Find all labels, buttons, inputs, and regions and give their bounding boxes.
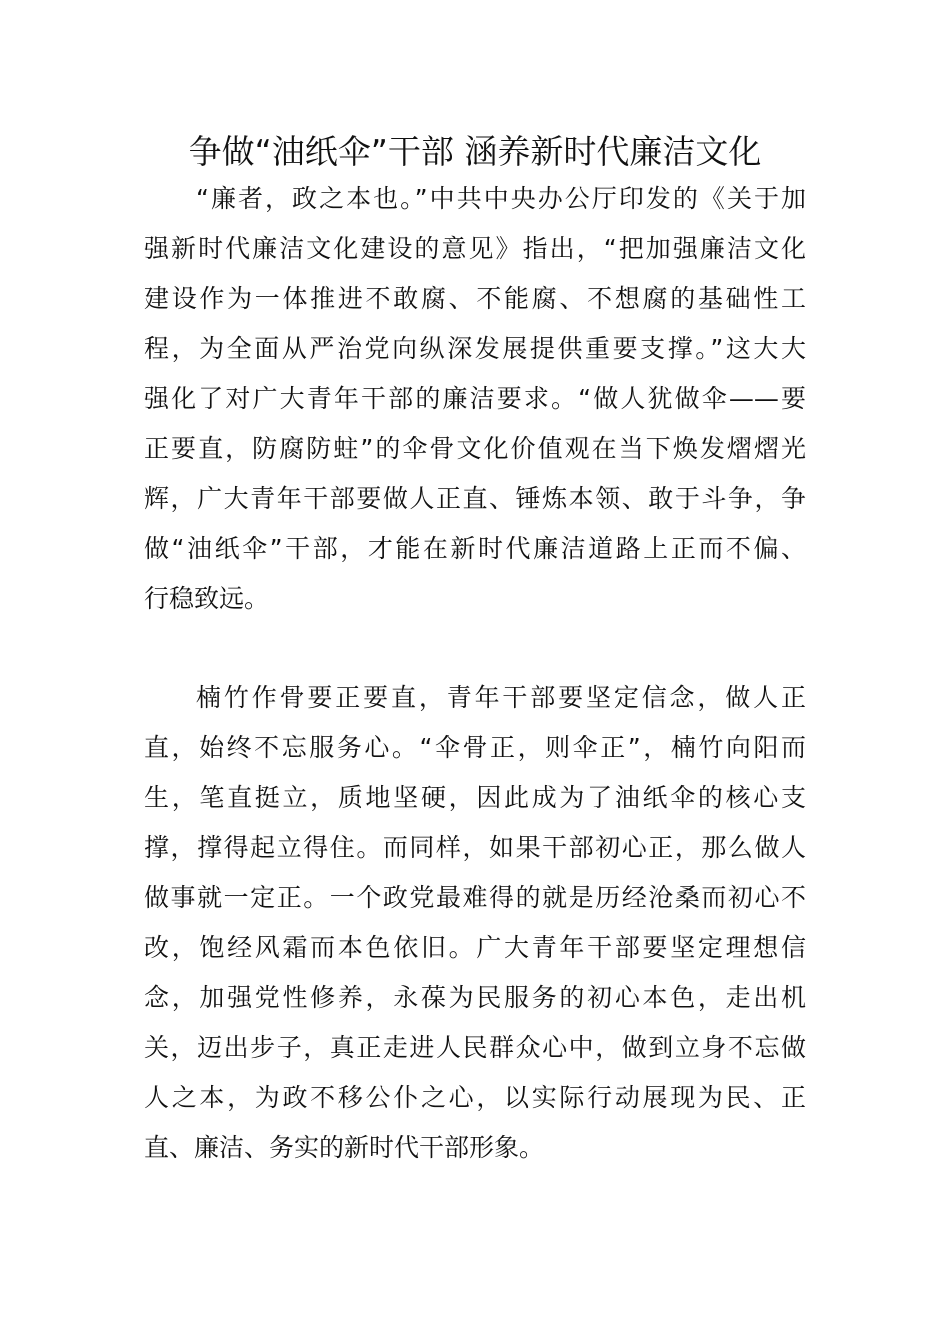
paragraph-line: 改，饱经风霜而本色依旧。广大青年干部要坚定理想信 [144,933,806,962]
paragraph-line: 强化了对广大青年干部的廉洁要求。“做人犹做伞——要 [144,384,806,413]
paragraph-line: 建设作为一体推进不敢腐、不能腐、不想腐的基础性工 [144,284,806,313]
paragraph-line: 强新时代廉洁文化建设的意见》指出，“把加强廉洁文化 [144,234,806,263]
paragraph-line: “廉者，政之本也。”中共中央办公厅印发的《关于加 [196,184,806,213]
paragraph-line: 行稳致远。 [144,584,270,613]
paragraph-line: 直、廉洁、务实的新时代干部形象。 [144,1133,545,1162]
paragraph-line: 生，笔直挺立，质地坚硬，因此成为了油纸伞的核心支 [144,783,806,812]
paragraph-line: 撑，撑得起立得住。而同样，如果干部初心正，那么做人 [144,833,806,862]
paragraph-2 [144,673,806,1173]
paragraph-line: 直，始终不忘服务心。“伞骨正，则伞正”，楠竹向阳而 [144,733,806,762]
paragraph-line: 正要直，防腐防蛀”的伞骨文化价值观在当下焕发熠熠光 [144,434,806,463]
paragraph-line: 做“油纸伞”干部，才能在新时代廉洁道路上正而不偏、 [144,534,806,563]
paragraph-line: 做事就一定正。一个政党最难得的就是历经沧桑而初心不 [144,883,806,912]
paragraph-1 [144,174,806,624]
paragraph-line: 念，加强党性修养，永葆为民服务的初心本色，走出机 [144,983,806,1012]
paragraph-line: 楠竹作骨要正要直，青年干部要坚定信念，做人正 [196,683,806,712]
paragraph-line: 关，迈出步子，真正走进人民群众心中，做到立身不忘做 [144,1033,806,1062]
paragraph-line: 人之本，为政不移公仆之心，以实际行动展现为民、正 [144,1083,806,1112]
paragraph-line: 程，为全面从严治党向纵深发展提供重要支撑。”这大大 [144,334,806,363]
document-title: 争做“油纸伞”干部 涵养新时代廉洁文化 [188,132,762,171]
paragraph-line: 辉，广大青年干部要做人正直、锤炼本领、敢于斗争，争 [144,484,806,513]
